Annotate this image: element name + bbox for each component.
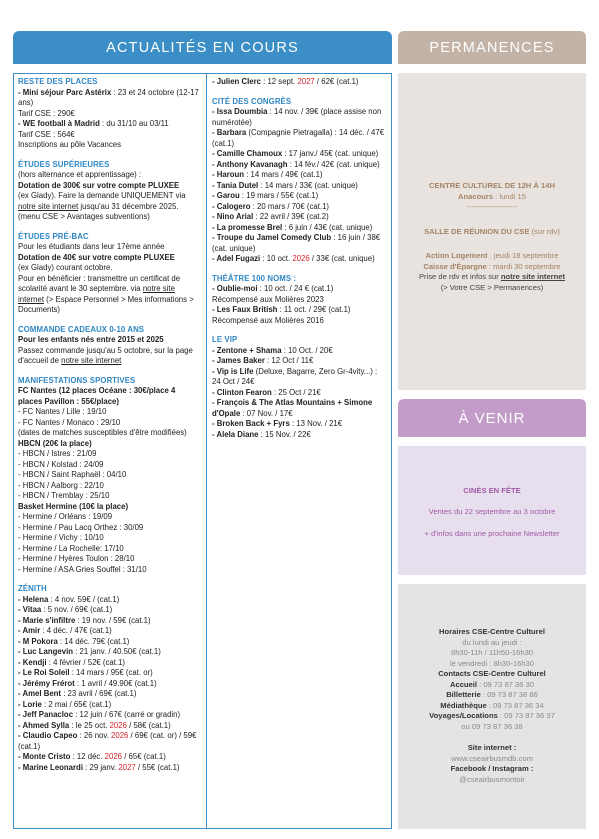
list-item: - FC Nantes / Lille : 19/10 bbox=[18, 407, 107, 416]
list-item: - Garou : 19 mars / 55€ (cat.1) bbox=[212, 191, 319, 200]
list-item: - Troupe du Jamel Comedy Club : 16 juin / 38€ (cat. unique) bbox=[212, 233, 381, 253]
cite-title: CITÉ DES CONGRÈS bbox=[212, 96, 292, 106]
sports-section bbox=[18, 376, 201, 576]
list-item: - HBCN / Kolstad : 24/09 bbox=[18, 459, 104, 469]
voyages-line-2: ou 09 73 87 36 38 bbox=[461, 721, 523, 731]
list-item: - Monte Cristo : 12 déc. 2026 / 65€ (cat.1) bbox=[18, 752, 166, 761]
list-item: - Marie s'infiltre : 19 nov. / 59€ (cat.1) bbox=[18, 615, 151, 625]
list-item: - Jeff Panacloc : 12 juin / 67€ (carré or gradin) bbox=[18, 710, 181, 719]
site-link[interactable]: notre site internet bbox=[18, 284, 175, 304]
a-venir-box bbox=[398, 446, 586, 575]
zenith-title: ZÉNITH bbox=[18, 584, 47, 593]
award-note: Récompensé aux Molières 2016 bbox=[212, 315, 324, 325]
list-item: - Lorie : 2 mai / 65€ (cat.1) bbox=[18, 699, 112, 709]
site-link[interactable]: notre site internet bbox=[61, 356, 122, 365]
fc-nantes-title: FC Nantes (12 places Océane : 30€/place 4 places Pavillon : 55€/place) bbox=[18, 386, 176, 406]
action-logement-line: Action Logement : jeudi 18 septembre bbox=[425, 251, 559, 260]
commande-enfants: Pour les enfants nés entre 2015 et 2025 bbox=[18, 335, 164, 344]
list-item: - La promesse Brel : 6 juin / 43€ (cat. unique) bbox=[212, 222, 373, 232]
list-item: - Amir : 4 déc. / 47€ (cat.1) bbox=[18, 626, 112, 635]
list-item: - Hermine / Pau Lacq Orthez : 30/09 bbox=[18, 522, 144, 532]
madrid-line: - WE football à Madrid : du 31/10 au 03/11 bbox=[18, 119, 169, 128]
list-item: - HBCN / Aalborg : 22/10 bbox=[18, 480, 104, 490]
etudes-sup-section bbox=[18, 160, 201, 223]
list-item: - Amel Bent : 23 avril / 69€ (cat.1) bbox=[18, 689, 137, 698]
etudes-prebac-glady: (ex Glady) courant octobre. bbox=[18, 263, 113, 272]
site-url-link[interactable]: www.cseairbusmdb.com bbox=[451, 753, 533, 763]
list-item: - Hermine / Hyères Toulon : 28/10 bbox=[18, 554, 135, 563]
etudes-sup-title: ÉTUDES SUPÉRIEURES bbox=[18, 159, 110, 169]
actualites-column-left bbox=[18, 77, 201, 782]
list-item: - Le Roi Soleil : 14 mars / 95€ (cat. or) bbox=[18, 668, 153, 677]
prise-rdv-path: (> Votre CSE > Permanences) bbox=[440, 282, 544, 292]
asterix-line: - Mini séjour Parc Astérix : 23 et 24 octobre (12-17 ans) bbox=[18, 87, 199, 107]
theatre-section bbox=[212, 274, 387, 327]
social-handle-link[interactable]: @cseairbusmontoir bbox=[459, 774, 525, 784]
actualites-header: ACTUALITÉS EN COURS bbox=[13, 31, 392, 64]
horaires-line: du lundi au jeudi : bbox=[462, 637, 522, 647]
cines-title: CINÉS EN FÊTE bbox=[463, 486, 521, 495]
list-item: - Adel Fugazi : 10 oct. 2026 / 33€ (cat. unique) bbox=[212, 254, 375, 263]
list-item: - Calogero : 20 mars / 70€ (cat.1) bbox=[212, 201, 329, 211]
reste-title: RESTE DES PLACES bbox=[18, 77, 98, 86]
permanences-box bbox=[398, 73, 586, 390]
permanences-content bbox=[404, 181, 580, 293]
contact-content bbox=[402, 627, 582, 785]
etudes-prebac-text: Pour en bénéficier : transmettre un certificat de scolarité avant le 30 septembre. via notre site internet (> Espace Personnel > Mes informations > Documents) bbox=[18, 273, 194, 314]
actualites-column-right bbox=[212, 77, 387, 449]
list-item: - Jérémy Frérot : 1 avril / 49.90€ (cat.1) bbox=[18, 678, 157, 688]
zenith-section bbox=[18, 584, 201, 773]
dashes-divider: -------------------- bbox=[466, 202, 518, 211]
centre-title: CENTRE CULTUREL DE 12H À 14H bbox=[429, 181, 555, 190]
horaires-line: 8h30-11h / 11h50-16h30 bbox=[450, 648, 534, 657]
etudes-prebac-note: Pour les étudiants dans leur 17ème année bbox=[18, 242, 165, 251]
list-item: - Hermine / Vichy : 10/10 bbox=[18, 533, 104, 542]
hbcn-title: HBCN (20€ la place) bbox=[18, 438, 92, 448]
contacts-title: Contacts CSE-Centre Culturel bbox=[438, 669, 546, 678]
contact-box bbox=[398, 584, 586, 829]
list-item: - Julien Clerc : 12 sept. 2027 / 62€ (cat.1) bbox=[212, 77, 359, 86]
cines-plus: + d'infos dans une prochaine Newsletter bbox=[424, 529, 560, 538]
a-venir-header: À VENIR bbox=[398, 399, 586, 437]
etudes-sup-note: (hors alternance et apprentissage) : bbox=[18, 170, 142, 179]
inscriptions-line: Inscriptions au pôle Vacances bbox=[18, 140, 122, 149]
list-item: - HBCN / Tremblay : 25/10 bbox=[18, 491, 110, 500]
list-item: - Hermine / ASA Gries Souffel : 31/10 bbox=[18, 564, 147, 574]
list-item: - Nino Arial : 22 avril / 39€ (cat.2) bbox=[212, 212, 329, 221]
cite-section bbox=[212, 97, 387, 265]
list-item: - Issa Doumbia : 14 nov. / 39€ (place assise non numérotée) bbox=[212, 107, 382, 127]
commande-title: COMMANDE CADEAUX 0-10 ANS bbox=[18, 324, 145, 334]
list-item: - Marine Leonardi : 29 janv. 2027 / 55€ (cat.1) bbox=[18, 762, 180, 772]
list-item: - Vitaa : 5 nov. / 69€ (cat.1) bbox=[18, 605, 113, 614]
list-item: - Ahmed Sylla : le 25 oct. 2026 / 58€ (cat.1) bbox=[18, 720, 171, 730]
permanences-header: PERMANENCES bbox=[398, 31, 586, 64]
anacours-line: Anacours : lundi 15 bbox=[458, 191, 526, 201]
madrid-price: Tarif CSE : 564€ bbox=[18, 129, 75, 139]
column-divider bbox=[206, 73, 207, 829]
horaires-title: Horaires CSE-Centre Culturel bbox=[439, 627, 545, 636]
etudes-sup-text: (ex Glady). Faire la demande UNIQUEMENT via notre site internet jusqu'au 31 décembre 2025. (menu CSE > Avantages subventions) bbox=[18, 191, 186, 221]
list-item: - Haroun : 14 mars / 49€ (cat.1) bbox=[212, 170, 323, 179]
billetterie-line: Billetterie : 09 73 87 38 86 bbox=[446, 690, 538, 699]
asterix-price: Tarif CSE : 290€ bbox=[18, 108, 75, 118]
list-item: - HBCN / Saint Raphaël : 04/10 bbox=[18, 470, 127, 479]
etudes-prebac-section bbox=[18, 232, 201, 316]
list-item: - Vip is Life (Deluxe, Bagarre, Zero Gr-4vity...) : 24 Oct / 24€ bbox=[212, 366, 378, 386]
list-item: - Helena : 4 nov. 59€ / (cat.1) bbox=[18, 594, 120, 604]
list-item: - Anthony Kavanagh : 14 fév./ 42€ (cat. unique) bbox=[212, 159, 380, 169]
theatre-title: THÉÂTRE 100 NOMS : bbox=[212, 273, 297, 283]
salle-line: SALLE DE RÉUNION DU CSE (sur rdv) bbox=[424, 226, 560, 236]
list-item: - Hermine / La Rochelle: 17/10 bbox=[18, 543, 124, 553]
list-item: - Claudio Capeo : 26 nov. 2026 / 69€ (cat. or) / 59€ (cat.1) bbox=[18, 731, 197, 751]
commande-text: Passez commande jusqu'au 5 octobre, sur la page d'accueil de notre site internet bbox=[18, 345, 193, 365]
sports-title: MANIFESTATIONS SPORTIVES bbox=[18, 375, 136, 385]
caisse-epargne-line: Caisse d'Épargne : mardi 30 septembre bbox=[423, 261, 561, 271]
site-link[interactable]: notre site internet bbox=[18, 201, 79, 211]
list-item: - Alela Diane : 15 Nov. / 22€ bbox=[212, 429, 311, 439]
list-item: - FC Nantes / Monaco : 29/10 bbox=[18, 417, 121, 427]
list-item: - Barbara (Compagnie Pietragalla) : 14 déc. / 47€ (cat.1) bbox=[212, 128, 385, 148]
list-item: - Tania Dutel : 14 mars / 33€ (cat. unique) bbox=[212, 180, 358, 190]
list-item: - HBCN / Istres : 21/09 bbox=[18, 449, 97, 458]
etudes-prebac-dotation: Dotation de 40€ sur votre compte PLUXEE bbox=[18, 252, 175, 262]
social-title: Facebook / Instagram : bbox=[450, 764, 534, 773]
commande-section bbox=[18, 325, 201, 367]
prise-rdv-line: Prise de rdv et infos sur notre site internet bbox=[418, 272, 566, 281]
mediatheque-line: Médiathèque : 09 73 87 36 34 bbox=[440, 700, 544, 710]
accueil-line: Accueil : 09 73 87 36 30 bbox=[449, 679, 535, 689]
list-item: - James Baker : 12 Oct / 11€ bbox=[212, 356, 314, 365]
etudes-sup-dotation: Dotation de 300€ sur votre compte PLUXEE bbox=[18, 180, 180, 190]
clerc-section bbox=[212, 77, 387, 88]
a-venir-content bbox=[404, 486, 580, 540]
list-item: - M Pokora : 14 déc. 79€ (cat.1) bbox=[18, 636, 130, 646]
etudes-prebac-title: ÉTUDES PRÉ-BAC bbox=[18, 231, 89, 241]
list-item: - Camille Chamoux : 17 janv./ 45€ (cat. unique) bbox=[212, 149, 379, 158]
basket-title: Basket Hermine (10€ la place) bbox=[18, 501, 129, 511]
vip-title: LE VIP bbox=[212, 335, 238, 344]
list-item: - Hermine / Orléans : 19/09 bbox=[18, 512, 113, 521]
list-item: - Clinton Fearon : 25 Oct / 21€ bbox=[212, 387, 321, 397]
award-note: Récompensé aux Molières 2023 bbox=[212, 294, 324, 304]
list-item: - Broken Back + Fyrs : 13 Nov. / 21€ bbox=[212, 419, 343, 428]
site-title: Site internet : bbox=[467, 743, 517, 752]
list-item: - Luc Langevin : 21 janv. / 40.50€ (cat.1) bbox=[18, 647, 161, 656]
reste-section bbox=[18, 77, 201, 151]
cines-ventes: Ventes du 22 septembre au 3 octobre bbox=[428, 506, 556, 516]
list-item: - François & The Atlas Mountains + Simone d'Opale : 07 Nov. / 17€ bbox=[212, 398, 373, 418]
site-link[interactable]: notre site internet bbox=[500, 272, 566, 281]
voyages-line: Voyages/Locations : 09 73 87 36 37 bbox=[429, 711, 555, 720]
list-item: - Zentone + Shama : 10 Oct. / 20€ bbox=[212, 345, 333, 355]
vip-section bbox=[212, 335, 387, 440]
list-item: - Les Faux British : 11 oct. / 29€ (cat.1) bbox=[212, 305, 351, 314]
list-item: - Kendji : 4 février / 52€ (cat.1) bbox=[18, 657, 126, 667]
fc-note: (dates de matches susceptibles d'être modifiées) bbox=[18, 428, 187, 437]
list-item: - Oublie-moi : 10 oct. / 24 € (cat.1) bbox=[212, 284, 334, 293]
horaires-line: le vendredi : 8h30-16h30 bbox=[449, 658, 535, 668]
